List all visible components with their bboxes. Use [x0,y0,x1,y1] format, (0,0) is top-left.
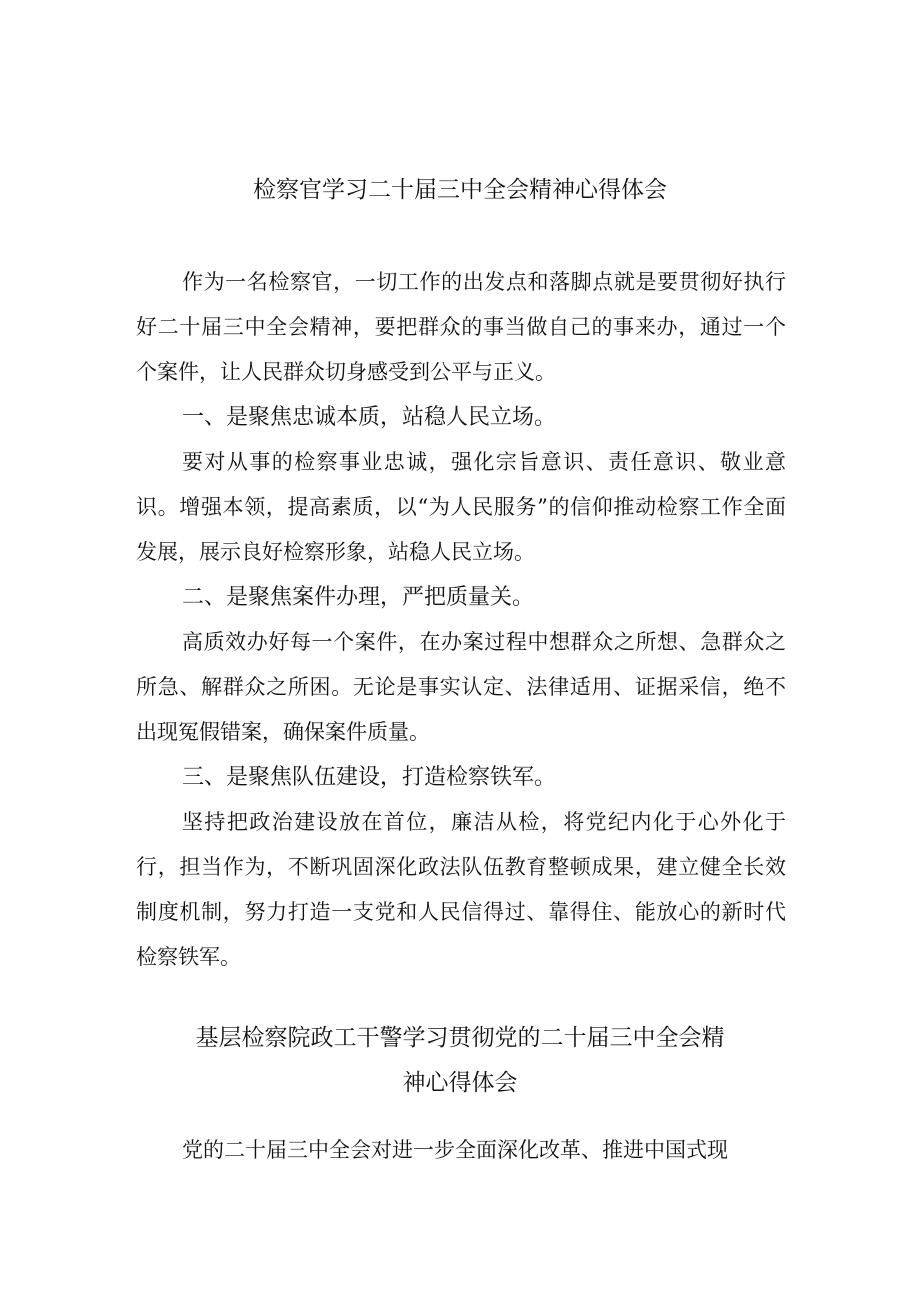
second-article-title [0,1016,920,1106]
second-title-line-1: 基层检察院政工干警学习贯彻党的二十届三中全会精 [195,1025,725,1051]
section-heading-2: 二、是聚焦案件办理，严把质量关。 [182,585,535,610]
intro-paragraph: 作为一名检察官，一切工作的出发点和落脚点就是要贯彻好执行好二十届三中全会精神，要把群众的事当做自己的事来办，通过一个个案件，让人民群众切身感受到公平与正义。 [136,270,786,384]
section-heading-1: 一、是聚焦忠诚本质，站稳人民立场。 [182,405,557,430]
second-intro-paragraph: 党的二十届三中全会对进一步全面深化改革、推进中国式现 [182,1138,728,1162]
section-paragraph-2: 高质效办好每一个案件，在办案过程中想群众之所想、急群众之所急、解群众之所困。无论是事实认定、法律适用、证据采信，绝不出现冤假错案，确保案件质量。 [136,630,786,744]
section-heading-3: 三、是聚焦队伍建设，打造检察铁军。 [182,765,557,790]
section-paragraph-1: 要对从事的检察事业忠诚，强化宗旨意识、责任意识、敬业意识。增强本领，提高素质，以“为人民服务”的信仰推动检察工作全面发展，展示良好检察形象，站稳人民立场。 [136,450,786,564]
second-title-line-2: 神心得体会 [402,1070,518,1096]
section-paragraph-3: 坚持把政治建设放在首位，廉洁从检，将党纪内化于心外化于行，担当作为，不断巩固深化政法队伍教育整顿成果，建立健全长效制度机制，努力打造一支党和人民信得过、靠得住、能放心的新时代检察铁军。 [136,810,786,969]
article-title: 检察官学习二十届三中全会精神心得体会 [253,177,667,203]
